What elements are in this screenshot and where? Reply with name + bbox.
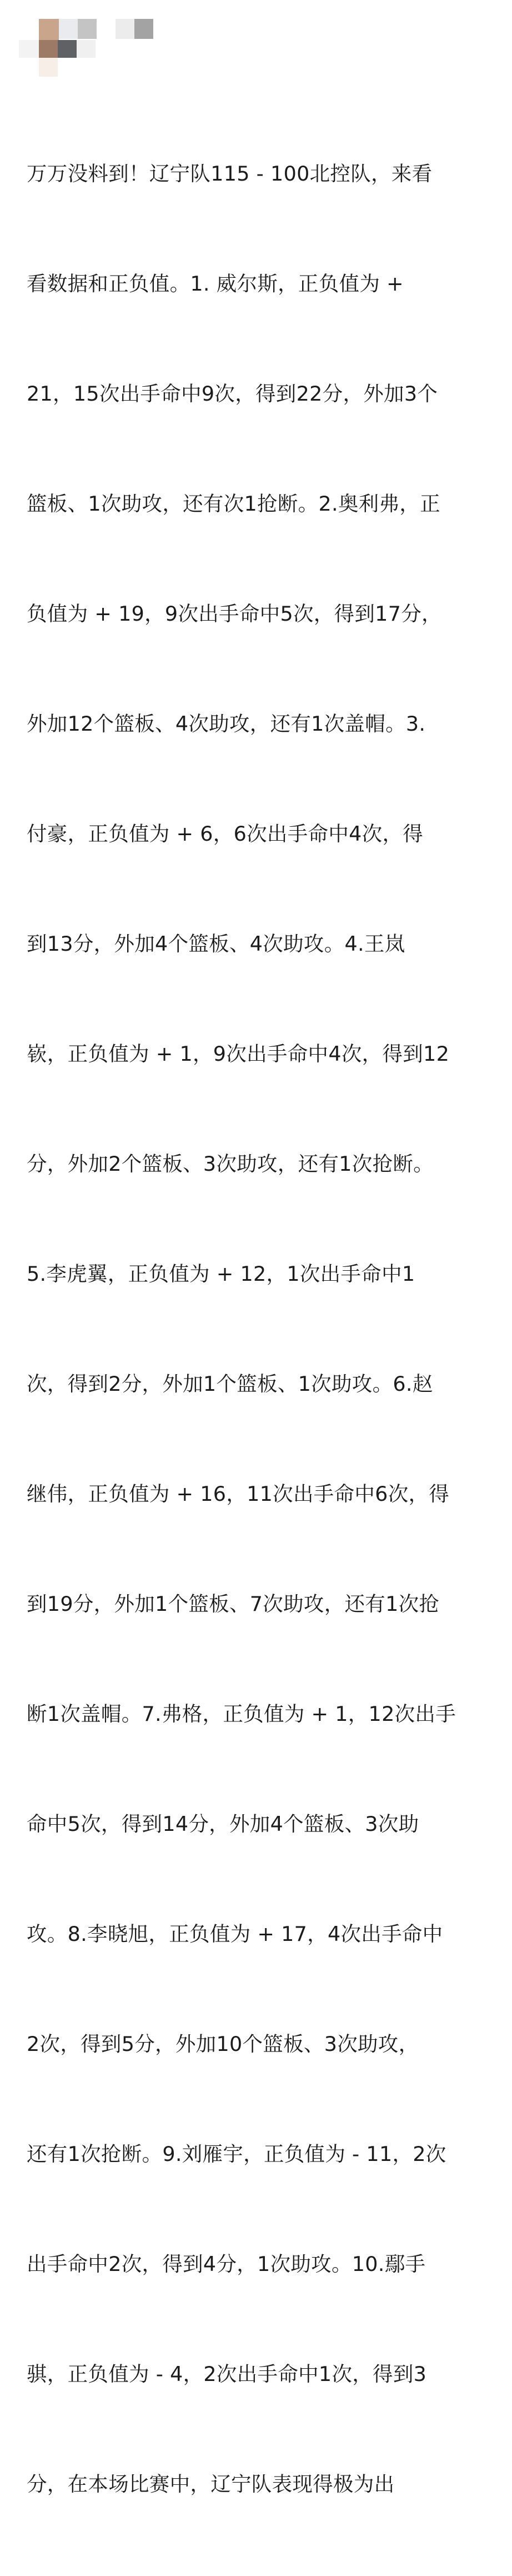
- post-line: 攻。8.李晓旭，正负值为 + 17，4次出手命中: [27, 1922, 443, 1946]
- post-line: 看数据和正负值。1. 威尔斯，正负值为 +: [27, 272, 404, 296]
- post-line: 次，得到2分，外加1个篮板、1次助攻。6.赵: [27, 1372, 433, 1396]
- avatar-tile: [39, 58, 58, 77]
- post-line: 2次，得到5分，外加10个篮板、3次助攻，: [27, 2032, 419, 2056]
- post-line: 分，在本场比赛中，辽宁队表现得极为出: [27, 2472, 395, 2496]
- avatar-tile: [134, 19, 153, 39]
- post-line: 到19分，外加1个篮板、7次助攻，还有1次抢: [27, 1592, 440, 1616]
- post-line: 还有1次抢断。9.刘雁宇，正负值为 - 11，2次: [27, 2142, 446, 2166]
- post-line: 外加12个篮板、4次助攻，还有1次盖帽。3.: [27, 712, 426, 736]
- post-line: 万万没料到！辽宁队115 - 100北控队，来看: [27, 162, 433, 186]
- post-line: 到13分，外加4个篮板、4次助攻。4.王岚: [27, 932, 405, 956]
- post-body-text: [27, 82, 471, 2576]
- avatar-tile: [39, 19, 59, 40]
- post-line: 5.李虎翼，正负值为 + 12，1次出手命中1: [27, 1262, 415, 1286]
- post-line: 21，15次出手命中9次，得到22分，外加3个: [27, 382, 438, 406]
- post-line: 负值为 + 19，9次出手命中5次，得到17分，: [27, 602, 442, 626]
- avatar-tile: [77, 40, 96, 58]
- post-line: 命中5次，得到14分，外加4个篮板、3次助: [27, 1812, 419, 1836]
- post-line: 嵚，正负值为 + 1，9次出手命中4次，得到12: [27, 1042, 450, 1066]
- avatar-tile: [116, 19, 134, 39]
- post-line: 断1次盖帽。7.弗格，正负值为 + 1，12次出手: [27, 1702, 456, 1726]
- avatar-tile: [59, 19, 78, 39]
- avatar-tile: [78, 19, 97, 39]
- post-line: 出手命中2次，得到4分，1次助攻。10.鄢手: [27, 2252, 426, 2276]
- avatar-tile: [39, 40, 58, 58]
- avatar-tile: [58, 40, 77, 58]
- post-line: 篮板、1次助攻，还有次1抢断。2.奥利弗，正: [27, 492, 440, 516]
- avatar-tile: [19, 40, 39, 58]
- post-line: 付豪，正负值为 + 6，6次出手命中4次，得: [27, 822, 424, 846]
- post-line: 继伟，正负值为 + 16，11次出手命中6次，得: [27, 1482, 450, 1506]
- post-line: 分，外加2个篮板、3次助攻，还有1次抢断。: [27, 1152, 434, 1176]
- blurred-avatar[interactable]: [19, 19, 158, 80]
- post-line: 骐，正负值为 - 4，2次出手命中1次，得到3: [27, 2362, 427, 2386]
